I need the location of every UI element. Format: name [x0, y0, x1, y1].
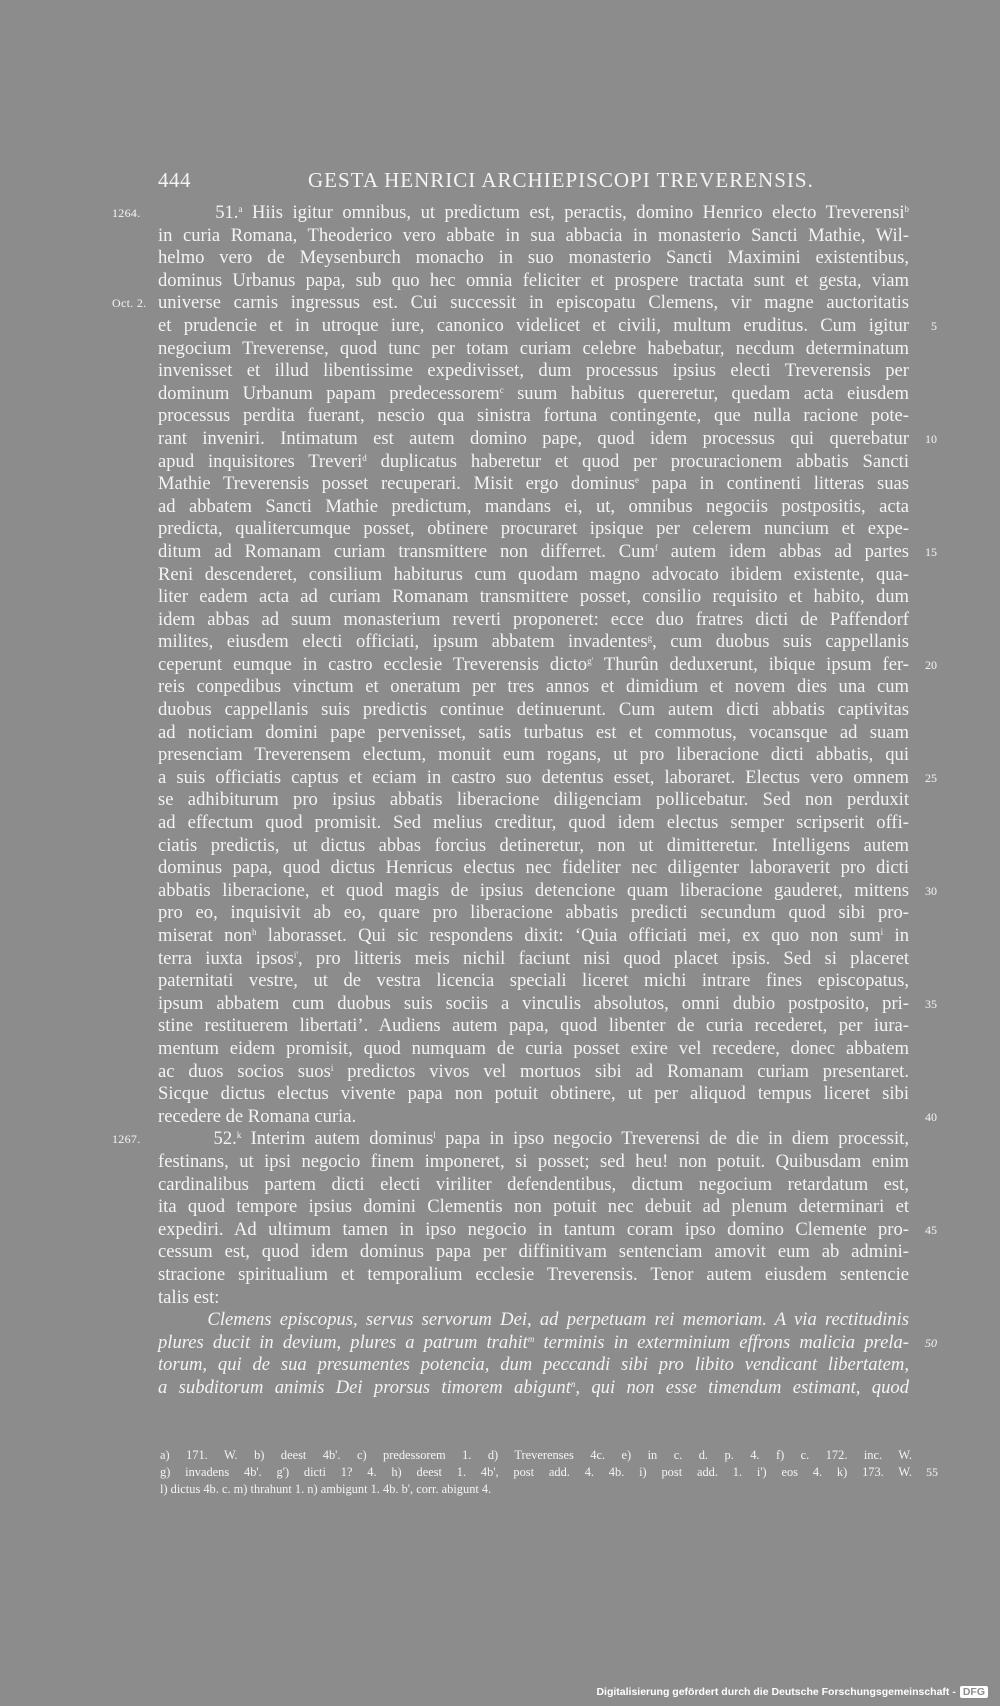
text-line: negocium Treverense, quod tunc per totam curiam celebre habebatur, necdum determinatum — [158, 337, 909, 359]
text-line: Mathie Treverensis posset recuperari. Misit ergo dominus$^e$ papa in continenti litteras suas — [158, 473, 909, 495]
text-line: terra iuxta ipsos$^{i'}$, pro litteris meis nichil faciunt nisi quod placet ipsis. Sed si placeret — [158, 947, 909, 969]
text-line: miserat non$^h$ laborasset. Qui sic respondens dixit: ‘Quia officiati mei, ex quo non sum$^i$ in — [158, 925, 909, 946]
line-number: 10 — [925, 431, 937, 446]
margin-date: 1267. — [112, 1132, 141, 1147]
text-line: helmo vero de Meysenburch monacho in suo monasterio Sancti Maximini existentibus, — [158, 247, 909, 269]
text-line: Sicque dictus electus vivente papa non potuit obtinere, ut per aliquod tempus liceret sibi — [158, 1083, 909, 1105]
text-line: ac duos socios suos$^i$ predictos vivos vel mortuos sibi ad Romanam curiam presentaret. — [158, 1060, 909, 1082]
text-line: milites, eiusdem electi officiati, ipsum abbatem invadentes$^g$, cum duobus suis cappellanis — [158, 631, 909, 653]
text-line: cessum est, quod idem dominus papa per diffinitivam sentenciam amovit eum ab admini- — [158, 1241, 909, 1263]
text-line: stine restituerem libertati’. Audiens autem papa, quod libenter de curia recederet, per iura- — [158, 1015, 909, 1037]
text-line: in curia Romana, Theoderico vero abbate in sua abbacia in monasterio Sancti Mathie, Wil- — [158, 224, 909, 246]
text-line: talis est: — [158, 1286, 220, 1308]
text-line: ditum ad Romanam curiam transmittere non differret. Cum$^f$ autem idem abbas ad partes 15 — [158, 540, 937, 562]
line-number: 25 — [925, 770, 937, 785]
text-line: ad effectum quod promisit. Sed melius creditur, quod idem electus semper scripserit offi- — [158, 812, 909, 834]
text-line: reis conpedibus vinctum et oneratum per tres annos et dimidium et novem dies una cum — [158, 676, 909, 698]
margin-date: 1264. — [112, 206, 141, 220]
text-line: abbatis liberacione, et quod magis de ipsius detencione quam liberacione gauderet, mittens 30 — [158, 879, 937, 901]
text-line: plures ducit in devium, plures a patrum trahit$^m$ terminis in exterminium effrons malicia prela- 50 — [158, 1331, 937, 1353]
text-line: rant inveniri. Intimatum est autem domino pape, quod idem processus qui querebatur 10 — [158, 427, 937, 449]
text-line: torum, qui de sua presumentes potencia, dum peccandi sibi pro libito vendicant libertatem, — [158, 1354, 909, 1376]
text-line: presenciam Treverensem electum, monuit eum rogans, ut pro liberacione dicti abbatis, qui — [158, 744, 909, 766]
text-line: dominus papa, quod dictus Henricus electus nec fideliter nec diligenter laboraverit pro dicti — [158, 857, 909, 879]
text-line: processus perdita fuerant, nescio qua sinistra fortuna contingente, que nulla racione pote- — [158, 405, 909, 427]
footnote-line: g) invadens 4b'. g') dicti 1? 4. h) deest 1. 4b', post add. 4. 4b. i) post add. 1. i') eos 4. k) 173. W. 55 — [160, 1465, 938, 1479]
text-line: dominus Urbanus papa, sub quo hec omnia feliciter et prospere tractata sunt et gesta, viam — [158, 269, 909, 291]
text-line: dominum Urbanum papam predecessorem$^c$ suum habitus quereretur, quedam acta eiusdem — [158, 382, 909, 404]
text-line: recedere de Romana curia. 40 — [158, 1105, 937, 1127]
text-line: expediri. Ad ultimum tamen in ipso negocio in tantum coram ipso domino Clemente pro- 45 — [158, 1218, 937, 1240]
text-line: apud inquisitores Treveri$^d$ duplicatus haberetur et quod per procuracionem abbatis Sancti — [158, 450, 909, 472]
line-number: 20 — [925, 657, 937, 672]
text-line: idem abbas ad suum monasterium reverti proponeret: ecce duo fratres dicti de Paffendorf — [158, 608, 909, 630]
text-line: paternitati vestre, ut de vestra licencia speciali liceret michi intrare fines episcopatus, — [158, 970, 909, 992]
text-line: a suis officiatis captus et eciam in castro suo detentus esset, laboraret. Electus vero omnem 25 — [158, 766, 937, 788]
text-line: pro eo, inquisivit ab eo, quare pro liberacione abbatis predicti secundum quod sibi pro- — [158, 902, 909, 924]
line-number: 45 — [925, 1222, 937, 1237]
text-line: ad noticiam domini pape pervenisset, satis turbatus est et commotus, vocansque ad suam — [158, 721, 909, 743]
text-line: universe carnis ingressus est. Cui successit in episcopatu Clemens, vir magne auctoritatis Oct. 2. — [112, 292, 909, 314]
text-line: invenisset et illud libentissime expedivisset, dum processus ipsius electi Treverensis per — [158, 360, 909, 382]
text-line: ciatis predictis, ut dictus abbas forcius detineretur, non ut dimitteretur. Intelligens autem — [158, 834, 909, 856]
text-line: predicta, qualitercumque posset, obtinere procuraret ipsique per celerem nuncium et expe- — [158, 518, 909, 540]
text-line: ita quod tempore ipsius domini Clementis non potuit nec debuit ad plenum determinari et — [158, 1196, 909, 1218]
line-number: 35 — [925, 996, 937, 1011]
text-line: cardinalibus partem dicti electi viriliter defendentibus, dictum negocium retardatum est, — [158, 1173, 909, 1195]
text-line: mentum eidem promisit, quod numquam de curia posset exire vel recedere, donec abbatem — [158, 1037, 909, 1059]
digitization-credit — [596, 1686, 988, 1698]
line-number: 55 — [926, 1465, 938, 1479]
line-number: 30 — [925, 883, 937, 898]
page-number: 444 — [158, 168, 191, 192]
page-header — [158, 168, 900, 198]
line-number: 40 — [925, 1109, 937, 1124]
text-line: 52.$^k$ Interim autem dominus$^l$ papa in ipso negocio Treverensi de die in diem processit, 1267. — [112, 1128, 909, 1150]
text-line: et prudencie et in utroque iure, canonico videlicet et civili, multum eruditus. Cum igitur 5 — [158, 314, 937, 336]
text-line: Clemens episcopus, servus servorum Dei, ad perpetuam rei memoriam. A via rectitudinis — [158, 1309, 909, 1331]
text-line: duobus cappellanis suis predictis continue detinuerunt. Cum autem dicti abbatis captivitas — [158, 699, 909, 721]
text-line: Reni descenderet, consilium habiturus cum quodam magno advocato ibidem existente, qua- — [158, 563, 909, 585]
line-number: 5 — [931, 318, 937, 333]
text-line: ipsum abbatem cum duobus suis sociis a vinculis absolutos, omni dubio postposito, pri- 35 — [158, 992, 937, 1014]
text-line: stracione spiritualium et temporalium ecclesie Treverensis. Tenor autem eiusdem sentencie — [158, 1263, 909, 1285]
text-line: ad abbatem Sancti Mathie predictum, mandans ei, ut, omnibus negociis postpositis, acta — [158, 495, 909, 517]
text-line: 51.$^a$ Hiis igitur omnibus, ut predictum est, peractis, domino Henrico electo Treverensi$^b$ 1264. — [112, 202, 909, 223]
footnotes — [160, 1447, 938, 1498]
text-line: a subditorum animis Dei prorsus timorem abigunt$^n$, qui non esse timendum estimant, quod — [158, 1376, 909, 1398]
footnote-line: a) 171. W. b) deest 4b'. c) predessorem 1. d) Treverenses 4c. e) in c. d. p. 4. f) c. 172. inc. W. — [160, 1448, 912, 1462]
text-line: festinans, ut ipsi negocio finem imponeret, si posset; sed heu! non potuit. Quibusdam enim — [158, 1150, 909, 1172]
text-line: ceperunt eumque in castro ecclesie Treverensis dicto$^{g'}$ Thurûn deduxerunt, ibique ipsum fer- 20 — [158, 653, 937, 675]
line-number: 15 — [925, 544, 937, 559]
text-line: liter eadem acta ad curiam Romanam transmittere posset, consilio requisito et habito, dum — [158, 586, 909, 608]
running-title: GESTA HENRICI ARCHIEPISCOPI TREVERENSIS. — [308, 168, 814, 192]
body-text — [112, 202, 937, 1399]
dfg-logo: DFG — [960, 1686, 988, 1698]
credit-text: Digitalisierung gefördert durch die Deutsche Forschungsgemeinschaft - — [596, 1686, 956, 1698]
footnote-line: l) dictus 4b. c. m) thrahunt 1. n) ambigunt 1. 4b. b', corr. abigunt 4. — [160, 1482, 492, 1496]
margin-date: Oct. 2. — [112, 296, 147, 311]
text-line: se adhibiturum pro ipsius abbatis liberacione diligenciam pollicebatur. Sed non perduxit — [158, 789, 909, 811]
line-number: 50 — [925, 1335, 937, 1350]
